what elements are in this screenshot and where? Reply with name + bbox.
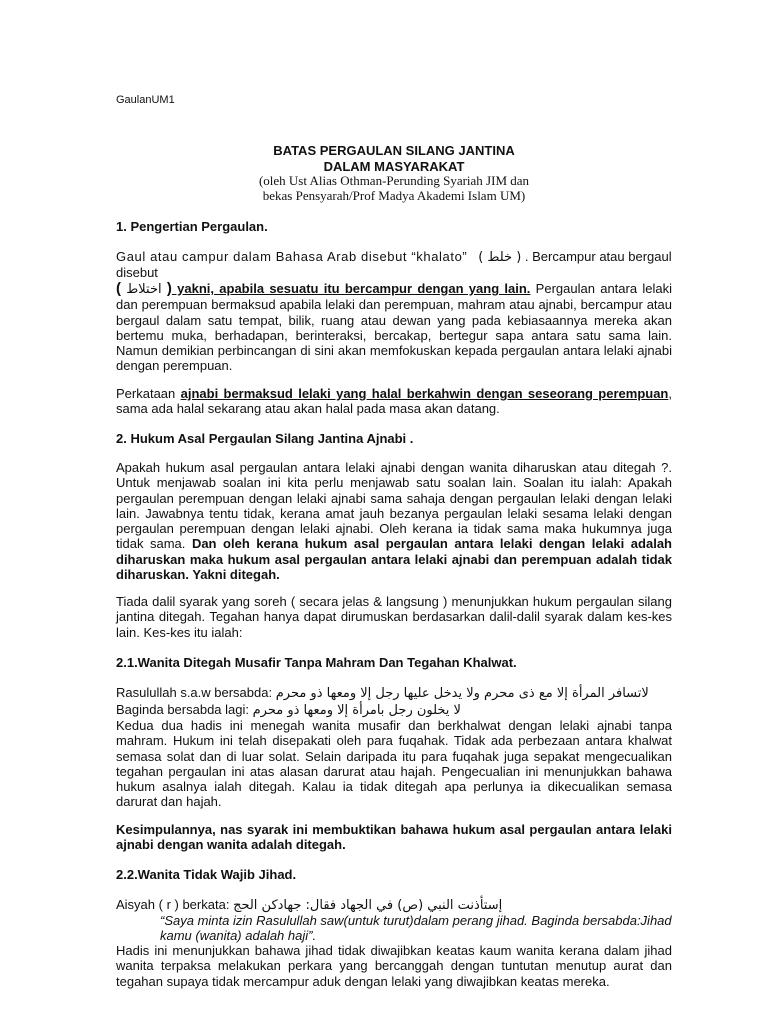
p1-bold-definition: yakni, apabila sesuatu itu bercampur dengan yang lain. (171, 281, 531, 296)
p2-bold-ajnabi: ajnabi bermaksud lelaki yang halal berkahwin dengan seseorang perempuan (180, 386, 669, 401)
title-line-1: BATAS PERGAULAN SILANG JANTINA (273, 143, 515, 158)
aisyah-quote-translation: “Saya minta izin Rasulullah saw(untuk turut)dalam perang jihad. Baginda bersabda:Jihad kamu (wanita) adalah haji”. (160, 913, 672, 944)
title-line-2: DALAM MASYARAKAT (323, 159, 465, 174)
section-2-1-conclusion: Kesimpulannya, nas syarak ini membuktikan bahawa hukum asal pergaulan antara lelaki ajnabi dengan wanita adalah ditegah. (116, 822, 672, 853)
document-id: GaulanUM1 (116, 94, 175, 106)
p2-text-a: Perkataan (116, 386, 181, 401)
section-2-1-heading: 2.1.Wanita Ditegah Musafir Tanpa Mahram Dan Tegahan Khalwat. (116, 655, 517, 670)
aisyah-quote-arabic: إستأذنت النبي (ص) في الجهاد فقال: جهادكن الحج (233, 898, 503, 913)
hadith-1-label: Rasulullah s.a.w bersabda: (116, 685, 273, 700)
p1-text-a: Gaul atau campur dalam Bahasa Arab disebut “khalato” (116, 249, 468, 264)
section-1-paragraph-1-cont (116, 281, 672, 374)
s2-p1-plain: Apakah hukum asal pergaulan antara lelaki ajnabi dengan wanita diharuskan atau ditegah ?. Untuk menjawab soalan ini kita perlu menjawab satu soalan lain. Soalan itu ialah: Apakah pergaulan perempuan dengan lelaki ajnabi sama sahaja dengan pergaulan lelaki dengan lelaki lain. Jawabnya tentu tidak, kerana amat jauh bezanya pergaulan lelaki sesama lelaki dengan pergaulan perempuan dengan lelaki ajnabi. Oleh kerana ia tidak sama maka hukumnya juga tidak sama. (116, 460, 672, 552)
hadith-2-arabic: لا يخلون رجل بامرأة إلا ومعها ذو محرم (252, 703, 461, 718)
section-2-paragraph-1 (116, 460, 672, 582)
section-2-paragraph-2: Tiada dalil syarak yang soreh ( secara jelas & langsung ) menunjukkan hukum pergaulan silang jantina ditegah. Tegahan hanya dapat dirumuskan berdasarkan dalil-dalil syarak dalam kes-kes lain. Kes-kes itu ialah: (116, 594, 672, 640)
section-1-heading: 1. Pengertian Pergaulan. (116, 219, 268, 234)
page-title (116, 143, 672, 175)
aisyah-quote-label: Aisyah ( r ) berkata: (116, 897, 230, 912)
arabic-khalata: ( خلط ) (478, 250, 522, 265)
p1-rest: Pergaulan antara lelaki dan perempuan bermaksud apabila lelaki dan perempuan, mahram atau ajnabi, bercampur atau bergaul dalam satu tempat, bilik, ruang atau dewan yang pada kebiasaannya mereka akan bertemu muka, berhadapan, berinteraksi, bercakap, bertegur sapa antara satu sama lain. Namun demikian perbincangan di sini akan memfokuskan kepada pergaulan antara lelaki ajnabi dengan perempuan. (116, 281, 672, 374)
section-2-2-heading: 2.2.Wanita Tidak Wajib Jihad. (116, 867, 297, 882)
section-2-1-paragraph: Kedua dua hadis ini menegah wanita musafir dan berkhalwat dengan lelaki ajnabi tanpa mahram. Hukum ini telah disepakati oleh para fuqahak. Tidak ada perbezaan antara khalwat semasa solat dan di luar solat. Selain daripada itu para fuqahak juga sepakat mengecualikan tegahan pergaulan ini atas alasan darurat atau hajah. Pengecualian ini menunjukkan bahawa hukum asalnya ialah ditegah. Kalau ia tidak ditegah apa perlunya ia dikecualikan semasa darurat dan hajah. (116, 718, 672, 810)
p1-text-b: . Bercampur atau bergaul disebut (116, 249, 672, 281)
author-line-2: bekas Pensyarah/Prof Madya Akademi Islam UM) (262, 188, 526, 203)
hadith-2 (116, 702, 672, 718)
paren-close: ) (166, 280, 172, 297)
hadith-1-arabic: لاتسافر المرأة إلا مع ذى محرم ولا يدخل عليها رجل إلا ومعها ذو محرم (275, 686, 649, 701)
section-1-paragraph-1 (116, 249, 672, 281)
aisyah-quote (116, 897, 672, 913)
arabic-ikhtilat: اختلاط (126, 282, 162, 297)
p2-text-b: , sama ada halal sekarang atau akan halal pada masa akan datang. (116, 386, 673, 417)
author-info (116, 173, 672, 203)
section-2-2-paragraph: Hadis ini menunjukkan bahawa jihad tidak diwajibkan keatas kaum wanita kerana dalam jihad wanita terpaksa melakukan perkara yang bercanggah dengan tuntutan menutup aurat dan tegahan supaya tidak mercampur aduk dengan lelaki yang diwajibkan keatas mereka. (116, 943, 672, 989)
hadith-2-label: Baginda bersabda lagi: (116, 702, 249, 717)
hadith-1 (116, 685, 672, 701)
paren-open: ( (116, 280, 121, 297)
section-2-heading: 2. Hukum Asal Pergaulan Silang Jantina Ajnabi . (116, 431, 414, 446)
s2-p1-bold: Dan oleh kerana hukum asal pergaulan antara lelaki dengan lelaki adalah diharuskan maka hukum asal pergaulan antara lelaki ajnabi dan perempuan adalah tidak diharuskan. Yakni ditegah. (116, 536, 672, 583)
author-line-1: (oleh Ust Alias Othman-Perunding Syariah JIM dan (258, 173, 530, 188)
section-1-paragraph-2 (116, 386, 672, 417)
